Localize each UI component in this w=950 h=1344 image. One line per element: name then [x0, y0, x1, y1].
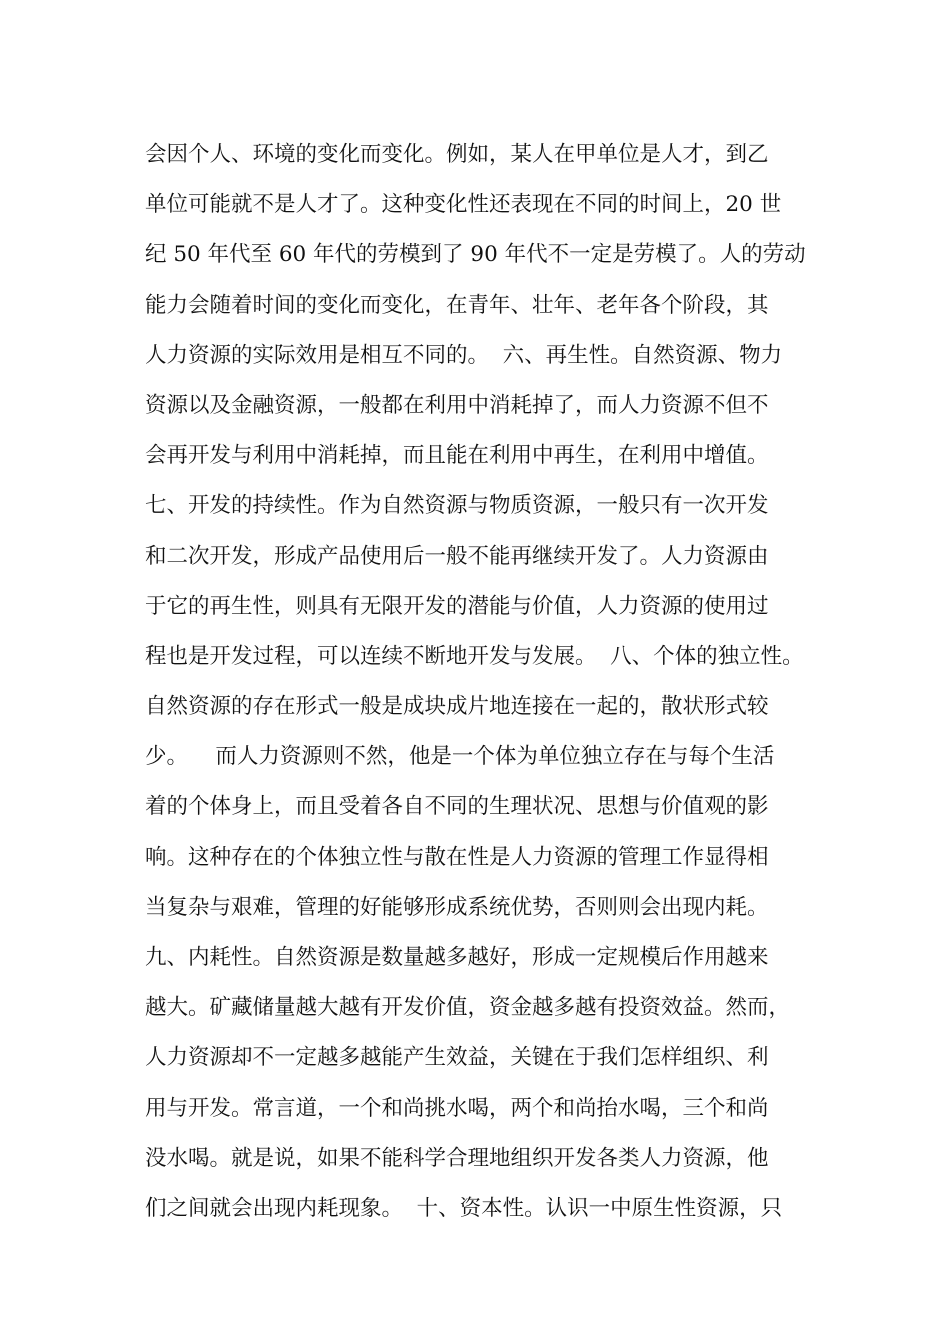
text-line: 自然资源的存在形式一般是成块成片地连接在一起的，散状形式较 [145, 694, 769, 720]
text-line: 资源以及金融资源，一般都在利用中消耗掉了，而人力资源不但不 [145, 392, 769, 418]
text-line: 用与开发。常言道，一个和尚挑水喝，两个和尚抬水喝，三个和尚 [145, 1095, 769, 1121]
text-line: 人力资源的实际效用是相互不同的。 六、再生性。自然资源、物力 [145, 342, 783, 368]
body-text [145, 130, 845, 1234]
text-line: 九、内耗性。自然资源是数量越多越好，形成一定规模后作用越来 [145, 945, 769, 970]
text-line: 单位可能就不是人才了。这种变化性还表现在不同的时间上，20 世 [145, 192, 782, 218]
text-line: 们之间就会出现内耗现象。 十、资本性。认识一中原生性资源，只 [145, 1195, 783, 1221]
text-line: 会因个人、环境的变化而变化。例如，某人在甲单位是人才，到乙 [145, 142, 769, 167]
text-line: 没水喝。就是说，如果不能科学合理地组织开发各类人力资源，他 [145, 1145, 769, 1171]
text-line: 和二次开发，形成产品使用后一般不能再继续开发了。人力资源由 [145, 543, 769, 569]
text-line: 当复杂与艰难，管理的好能够形成系统优势，否则则会出现内耗。 [145, 894, 769, 920]
text-line: 七、开发的持续性。作为自然资源与物质资源，一般只有一次开发 [145, 493, 769, 519]
text-line: 响。这种存在的个体独立性与散在性是人力资源的管理工作显得相 [145, 844, 769, 870]
text-line: 程也是开发过程，可以连续不断地开发与发展。 八、个体的独立性。 [145, 643, 804, 669]
text-line: 人力资源却不一定越多越能产生效益，关键在于我们怎样组织、利 [145, 1045, 769, 1071]
text-line: 越大。矿藏储量越大越有开发价值，资金越多越有投资效益。然而， [145, 995, 791, 1021]
text-line: 少。 而人力资源则不然，他是一个体为单位独立存在与每个生活 [145, 744, 775, 770]
text-line: 于它的再生性，则具有无限开发的潜能与价值，人力资源的使用过 [145, 593, 769, 619]
text-line: 纪 50 年代至 60 年代的劳模到了 90 年代不一定是劳模了。人的劳动 [145, 242, 806, 268]
text-line: 会再开发与利用中消耗掉，而且能在利用中再生，在利用中增值。 [145, 443, 769, 469]
text-line: 着的个体身上，而且受着各自不同的生理状况、思想与价值观的影 [145, 794, 769, 820]
text-line: 能力会随着时间的变化而变化，在青年、壮年、老年各个阶段，其 [145, 292, 769, 318]
